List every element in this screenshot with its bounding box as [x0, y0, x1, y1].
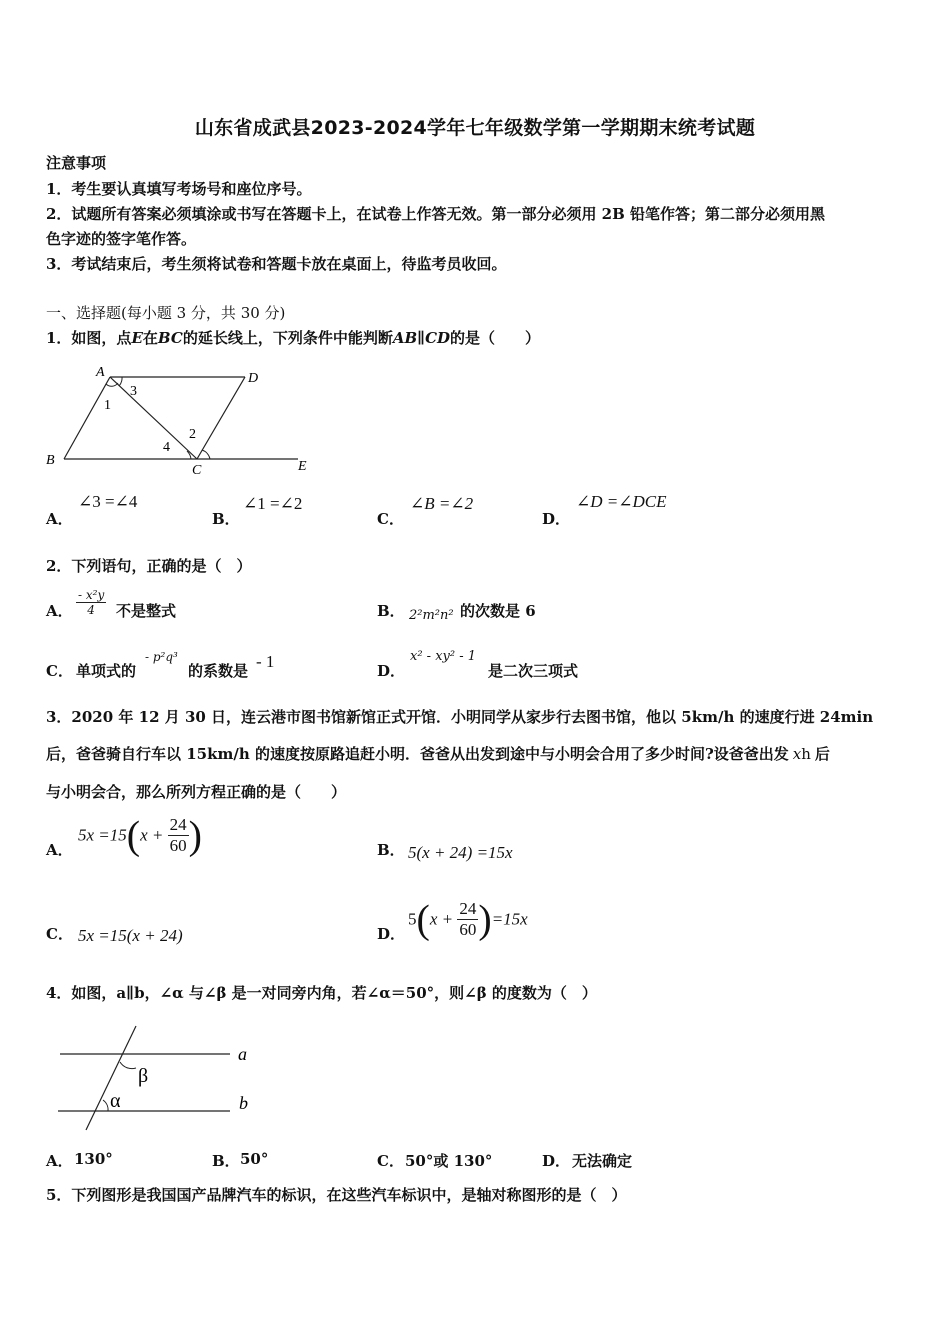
q3-line-2a: 后，爸爸骑自行车以 15km/h 的速度按原路追赶小明．爸爸从出发到途中与小明会合用了多少时间?设爸爸出发 — [46, 745, 789, 763]
denominator: 60 — [169, 836, 187, 855]
q1-option-b-expr: ∠1 =∠2 — [243, 494, 303, 513]
denominator: 60 — [459, 920, 477, 939]
q3-line-2 — [46, 743, 830, 764]
notice-item-1: 1．考生要认真填写考场号和座位序号。 — [46, 180, 312, 198]
numerator: - x²y — [78, 588, 105, 602]
arc-2 — [202, 450, 210, 459]
arc-alpha — [103, 1100, 108, 1111]
section-heading: 一、选择题(每小题 3 分，共 30 分) — [46, 304, 286, 322]
label-d: D — [248, 371, 259, 386]
q3-option-b-expr: 5(x + 24) =15x — [408, 843, 513, 862]
expr-right: =15x — [491, 909, 528, 929]
fraction — [168, 815, 189, 856]
label-4: 4 — [163, 440, 170, 455]
q4-option-a-label: A． — [46, 1152, 73, 1170]
q4-option-b-text: 50° — [240, 1150, 269, 1168]
q2-option-d-text: 是二次三项式 — [488, 662, 579, 680]
label-a: A — [96, 365, 105, 380]
q3-unit-h: h — [801, 745, 811, 763]
q2-option-b-text: 的次数是 6 — [460, 602, 536, 620]
fraction — [457, 899, 478, 940]
q3-var-x: x — [792, 745, 802, 763]
notice-item-3: 3．考试结束后，考生须将试卷和答题卡放在桌面上，待监考员收回。 — [46, 255, 507, 273]
notice-item-2: 2．试题所有答案必须填涂或书写在答题卡上，在试卷上作答无效。第一部分必须用 2B 铅笔作答；第二部分必须用黑 — [46, 205, 826, 223]
q3-option-d-label: D． — [377, 925, 406, 943]
label-e: E — [298, 459, 307, 474]
q2-option-d-label: D． — [377, 662, 406, 680]
q4-option-c-text: 50°或 130° — [405, 1152, 493, 1170]
label-1: 1 — [104, 398, 111, 413]
paren-open: ( — [416, 896, 430, 942]
q1-stem-b: 在 — [142, 329, 158, 347]
q1-parallel: AB∥CD — [392, 329, 451, 347]
q4-option-d-label: D． — [542, 1152, 571, 1170]
line-ab — [64, 377, 110, 459]
paren-close: ) — [188, 812, 202, 858]
notice-item-2-cont: 色字迹的签字笔作答。 — [46, 230, 197, 248]
label-b: b — [239, 1093, 248, 1113]
q2-option-a-label: A． — [46, 602, 73, 620]
q2-option-b-expr: 2²m²n² — [409, 608, 454, 623]
q1-segment-bc: BC — [157, 329, 183, 347]
label-2: 2 — [189, 427, 196, 442]
label-c: C — [192, 463, 202, 478]
q4-figure — [50, 1020, 270, 1135]
q2-option-c-value: - 1 — [256, 652, 275, 671]
q2-option-c-text1: 单项式的 — [76, 662, 137, 680]
q1-figure — [40, 360, 320, 480]
q1-stem-d: 的是（ ） — [450, 329, 541, 347]
q1-option-c-label: C． — [377, 510, 404, 528]
line-ac — [110, 377, 197, 459]
paren-close: ) — [478, 896, 492, 942]
paren-open: ( — [126, 812, 141, 858]
q3-option-a-expr — [78, 812, 202, 858]
q1-option-a-expr: ∠3 =∠4 — [78, 492, 138, 511]
q3-option-a-label: A． — [46, 841, 73, 859]
q2-option-b-label: B． — [377, 602, 405, 620]
q1-option-b-label: B． — [212, 510, 240, 528]
denominator: 4 — [87, 603, 95, 617]
transversal — [86, 1026, 136, 1130]
q2-option-c-expr: - p²q³ — [145, 650, 178, 664]
arc-beta — [120, 1062, 136, 1069]
q3-option-b-label: B． — [377, 841, 405, 859]
q2-option-a-text: 不是整式 — [116, 602, 177, 620]
q2-stem: 2．下列语句，正确的是（ ） — [46, 557, 252, 575]
label-beta: β — [138, 1065, 149, 1087]
q4-option-d-text: 无法确定 — [572, 1152, 633, 1170]
q1-stem-a: 1．如图，点 — [46, 329, 132, 347]
q4-option-b-label: B． — [212, 1152, 240, 1170]
numerator: 24 — [459, 899, 477, 918]
q1-option-d-label: D． — [542, 510, 571, 528]
q2-option-c-label: C． — [46, 662, 73, 680]
q1-point-e: E — [131, 329, 143, 347]
q3-line-1: 3．2020 年 12 月 30 日，连云港市图书馆新馆正式开馆．小明同学从家步行去图书馆，他以 5km/h 的速度行进 24min — [46, 708, 874, 726]
q5-stem: 5．下列图形是我国国产品牌汽车的标识，在这些汽车标识中，是轴对称图形的是（ ） — [46, 1186, 627, 1204]
q4-stem: 4．如图，a∥b，∠α 与∠β 是一对同旁内角，若∠α＝50°，则∠β 的度数为（ ） — [46, 984, 597, 1002]
line-dc — [197, 377, 245, 459]
label-a: a — [238, 1044, 247, 1064]
expr-left: 5 — [408, 909, 417, 929]
q1-stem — [46, 327, 540, 348]
label-b: B — [46, 453, 55, 468]
label-3: 3 — [130, 384, 137, 399]
q1-option-c-expr: ∠B =∠2 — [410, 494, 474, 513]
expr-inner: x + — [429, 909, 454, 929]
q1-stem-c: 的延长线上，下列条件中能判断 — [182, 329, 393, 347]
arc-3 — [119, 377, 122, 386]
page-title: 山东省成武县2023-2024学年七年级数学第一学期期末统考试题 — [194, 117, 756, 139]
numerator: 24 — [169, 815, 187, 834]
q2-option-c-text2: 的系数是 — [188, 662, 249, 680]
q3-line-3: 与小明会合，那么所列方程正确的是（ ） — [46, 783, 347, 801]
fraction — [76, 588, 106, 617]
label-alpha: α — [110, 1090, 121, 1112]
q4-option-c-label: C． — [377, 1152, 404, 1170]
notice-heading: 注意事项 — [46, 154, 107, 172]
expr-left: 5x =15 — [78, 825, 127, 845]
q3-option-c-label: C． — [46, 925, 73, 943]
q1-option-d-expr: ∠D =∠DCE — [576, 492, 667, 511]
q3-line-2b: 后 — [814, 745, 830, 763]
expr-inner: x + — [140, 825, 164, 845]
q4-option-a-text: 130° — [74, 1150, 113, 1168]
q3-option-d-expr — [408, 896, 528, 942]
q1-option-a-label: A． — [46, 510, 73, 528]
q2-option-d-expr: x² - xy² - 1 — [410, 649, 477, 664]
q3-option-c-expr: 5x =15(x + 24) — [78, 926, 183, 945]
q2-option-a-frac — [76, 588, 106, 617]
